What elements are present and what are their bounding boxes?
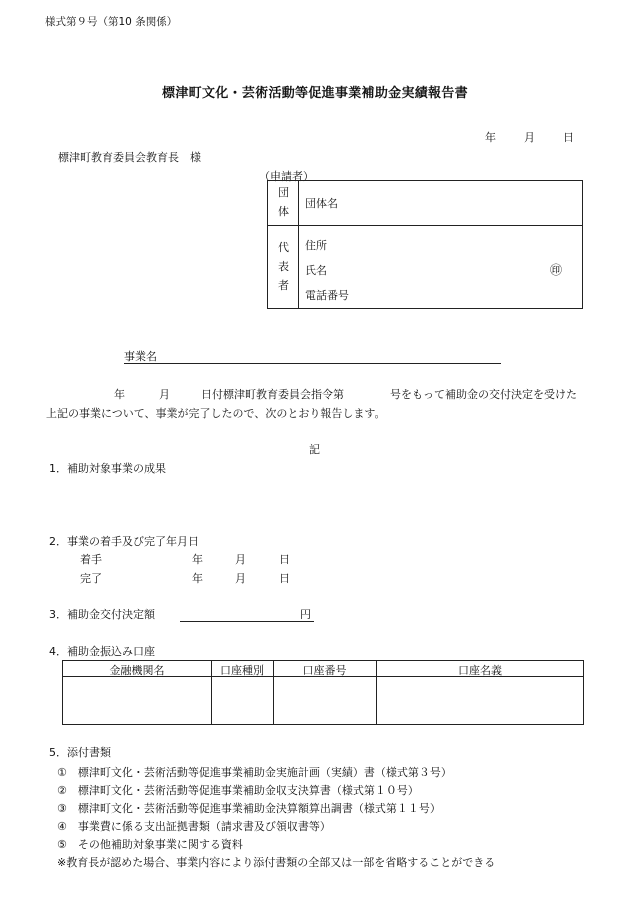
statement-line2: 上記の事業について、事業が完了したので、次のとおり報告します。 [46, 407, 386, 420]
end-year: 年 [192, 572, 203, 585]
end-month: 月 [235, 572, 246, 585]
section5-title: 5．添付書類 [49, 746, 111, 759]
statement-decision: 号をもって補助金の交付決定を受けた [390, 388, 577, 401]
applicant-label: （申請者） [259, 170, 314, 183]
section3-title: 3．補助金交付決定額 [49, 608, 155, 621]
form-number: 様式第９号（第10 条関係） [45, 16, 178, 28]
statement-year: 年 [114, 388, 125, 401]
start-day: 日 [279, 553, 290, 566]
address-label: 住所 [305, 239, 327, 252]
bank-account-table [62, 660, 584, 725]
applicant-table [267, 180, 583, 309]
bank-header-institution: 金融機関名 [109, 664, 165, 677]
bank-header-type: 口座種別 [220, 664, 264, 677]
attachment-item-1: ① 標津町文化・芸術活動等促進事業補助金実施計画（実績）書（様式第３号） [57, 766, 452, 779]
amount-unit: 円 [300, 608, 311, 621]
start-label: 着手 [80, 553, 102, 566]
group-name-label: 団体名 [305, 197, 338, 210]
start-year: 年 [192, 553, 203, 566]
statement-directive: 日付標津町教育委員会指令第 [201, 388, 344, 401]
section1-title: 1．補助対象事業の成果 [49, 462, 166, 475]
attachment-item-3: ③ 標津町文化・芸術活動等促進事業補助金決算額算出調書（様式第１１号） [57, 802, 441, 815]
date-day-label: 日 [563, 131, 574, 144]
statement-month: 月 [159, 388, 170, 401]
ki-mark: 記 [309, 443, 320, 456]
bank-header-holder: 口座名義 [458, 664, 502, 677]
rep-head-char-3: 者 [278, 279, 289, 292]
rep-head-char-1: 代 [278, 241, 289, 254]
section4-title: 4．補助金振込み口座 [49, 645, 155, 658]
bank-header-number: 口座番号 [302, 664, 347, 677]
name-label: 氏名 [305, 264, 327, 277]
date-month-label: 月 [524, 131, 535, 144]
attachment-note: ※教育長が認めた場合、事業内容により添付書類の全部又は一部を省略することができる [57, 856, 496, 869]
group-head-char-2: 体 [278, 205, 289, 218]
amount-underline [180, 621, 314, 622]
project-name-label: 事業名 [124, 350, 157, 363]
attachment-item-5: ⑤ その他補助対象事業に関する資料 [57, 838, 243, 851]
rep-head-char-2: 表 [278, 260, 289, 273]
group-head-char-1: 団 [278, 186, 289, 199]
attachment-item-4: ④ 事業費に係る支出証拠書類（請求書及び領収書等） [57, 820, 331, 833]
rep-head-cell [268, 226, 299, 309]
group-row [268, 181, 582, 226]
recipient: 標津町教育委員会教育長 様 [58, 151, 201, 164]
attachment-item-2: ② 標津町文化・芸術活動等促進事業補助金収支決算書（様式第１０号） [57, 784, 419, 797]
project-name-underline [124, 363, 501, 364]
end-day: 日 [279, 572, 290, 585]
phone-label: 電話番号 [305, 289, 349, 302]
group-head-cell [268, 181, 299, 225]
section2-title: 2．事業の着手及び完了年月日 [49, 535, 199, 548]
date-year-label: 年 [485, 131, 496, 144]
page-title: 標津町文化・芸術活動等促進事業補助金実績報告書 [162, 86, 468, 101]
end-label: 完了 [80, 572, 102, 585]
seal-mark: ㊞ [550, 263, 563, 277]
start-month: 月 [235, 553, 246, 566]
